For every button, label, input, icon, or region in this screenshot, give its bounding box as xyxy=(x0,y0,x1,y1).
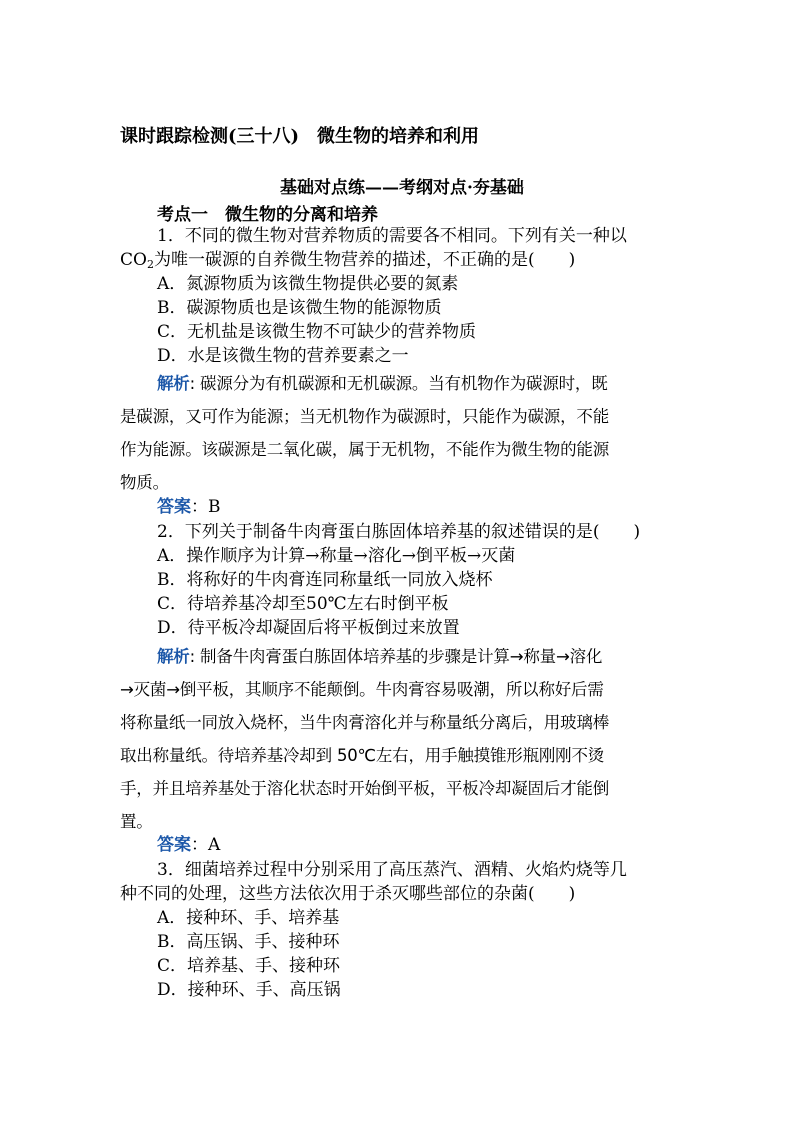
q3-option-c: C．培养基、手、接种环 xyxy=(157,956,341,976)
q2-analysis-line6: 置。 xyxy=(120,812,153,831)
q1-option-a: A．氮源物质为该微生物提供必要的氮素 xyxy=(157,274,459,294)
answer-label: 答案 xyxy=(157,497,191,517)
analysis-label: 解析 xyxy=(157,647,190,666)
answer-label: 答案 xyxy=(157,835,191,855)
q1-co2-subscript: 2 xyxy=(146,258,154,271)
q2-analysis-line5: 手，并且培养基处于溶化状态时开始倒平板，平板冷却凝固后才能倒 xyxy=(120,779,610,798)
q3-stem-line2: 种不同的处理，这些方法依次用于杀灭哪些部位的杂菌( ) xyxy=(120,884,576,904)
analysis-label: 解析 xyxy=(157,374,190,393)
q1-option-b: B．碳源物质也是该微生物的能源物质 xyxy=(157,298,442,318)
q2-stem: 2．下列关于制备牛肉膏蛋白胨固体培养基的叙述错误的是( ) xyxy=(157,522,641,542)
topic-heading: 考点一 微生物的分离和培养 xyxy=(157,205,378,225)
q1-analysis-text: : 碳源分为有机碳源和无机碳源。当有机物作为碳源时，既 xyxy=(189,374,608,393)
q1-analysis-line4: 物质。 xyxy=(120,473,169,492)
q2-option-d: D．待平板冷却凝固后将平板倒过来放置 xyxy=(157,618,460,638)
q3-option-b: B．高压锅、手、接种环 xyxy=(157,932,340,952)
q2-analysis-line4: 取出称量纸。待培养基冷却到 50℃左右，用手触摸锥形瓶刚刚不烫 xyxy=(120,746,605,765)
q1-stem-line2-text: 为唯一碳源的自养微生物营养的描述，不正确的是( ) xyxy=(153,250,576,270)
q2-analysis-text: : 制备牛肉膏蛋白胨固体培养基的步骤是计算→称量→溶化 xyxy=(189,647,603,666)
q1-analysis-line1 xyxy=(157,372,717,396)
q1-option-c: C．无机盐是该微生物不可缺少的营养物质 xyxy=(157,322,477,342)
q1-co2: CO xyxy=(120,250,147,270)
q2-option-c: C．待培养基冷却至50℃左右时倒平板 xyxy=(157,594,449,614)
q1-analysis-line2: 是碳源，又可作为能源；当无机物作为碳源时，只能作为碳源，不能 xyxy=(120,407,610,426)
section-subtitle: 基础对点练——考纲对点·夯基础 xyxy=(280,178,524,198)
q2-answer-value: ：A xyxy=(191,835,221,855)
q1-option-d: D．水是该微生物的营养要素之一 xyxy=(157,346,409,366)
q3-option-d: D．接种环、手、高压锅 xyxy=(157,980,341,1000)
q2-analysis-line2: →灭菌→倒平板，其顺序不能颠倒。牛肉膏容易吸潮，所以称好后需 xyxy=(120,680,604,699)
q1-analysis-line3: 作为能源。该碳源是二氧化碳，属于无机物，不能作为微生物的能源 xyxy=(120,440,610,459)
q2-answer xyxy=(157,833,717,857)
q2-analysis-line3: 将称量纸一同放入烧杯，当牛肉膏溶化并与称量纸分离后，用玻璃棒 xyxy=(120,713,610,732)
q2-option-b: B．将称好的牛肉膏连同称量纸一同放入烧杯 xyxy=(157,570,493,590)
q1-stem-line1: 1．不同的微生物对营养物质的需要各不相同。下列有关一种以 xyxy=(157,226,627,246)
q3-stem-line1: 3．细菌培养过程中分别采用了高压蒸汽、酒精、火焰灼烧等几 xyxy=(157,860,627,880)
q1-answer xyxy=(157,495,717,519)
q3-option-a: A．接种环、手、培养基 xyxy=(157,908,340,928)
q1-answer-value: ：B xyxy=(191,497,221,517)
page-title: 课时跟踪检测(三十八) 微生物的培养和利用 xyxy=(120,126,480,147)
q2-analysis-line1 xyxy=(157,645,717,669)
q2-option-a: A．操作顺序为计算→称量→溶化→倒平板→灭菌 xyxy=(157,546,516,566)
